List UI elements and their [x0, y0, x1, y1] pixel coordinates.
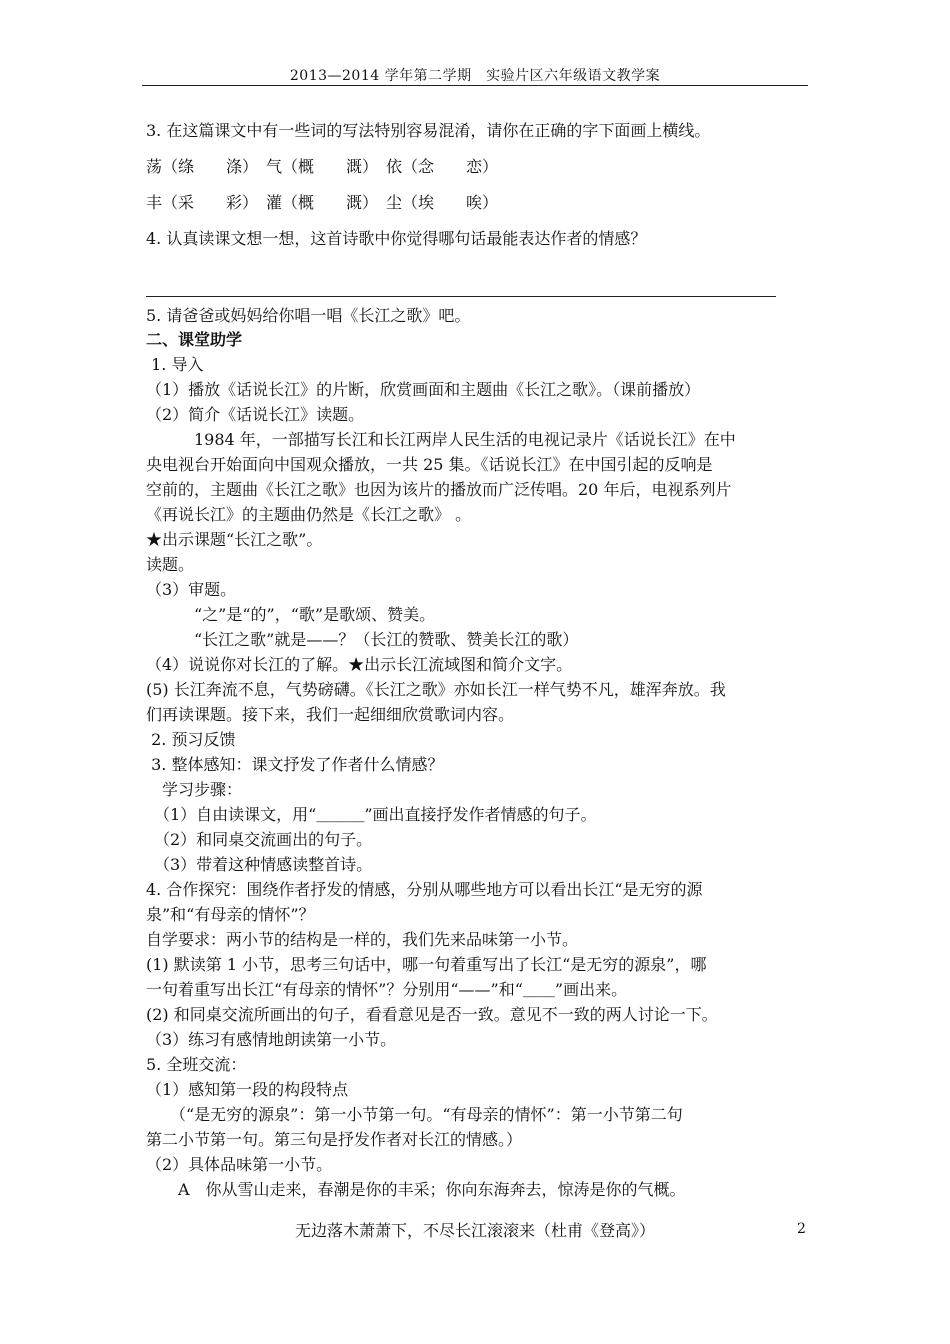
text-line: 泉”和“有母亲的情怀”？: [146, 905, 315, 924]
text-line: 们再读课题。接下来，我们一起细细欣赏歌词内容。: [146, 705, 515, 724]
question-4: 4. 认真读课文想一想，这首诗歌中你觉得哪句话最能表达作者的情感？: [146, 229, 647, 248]
word-row-1: 荡（绦 涤） 气（概 溉） 依（念 恋）: [146, 157, 499, 176]
text-line: （1）自由读课文，用“＿＿＿”画出直接抒发作者情感的句子。: [146, 805, 597, 824]
question-5: 5. 请爸爸或妈妈给你唱一唱《长江之歌》吧。: [146, 306, 471, 325]
section-heading: 二、课堂助学: [146, 330, 243, 349]
text-line: 央电视台开始面向中国观众播放，一共 25 集。《话说长江》在中国引起的反响是: [146, 455, 713, 474]
page-header: 2013—2014 学年第二学期 实验片区六年级语文教学案: [289, 68, 661, 84]
text-line: “长江之歌”就是——？（长江的赞歌、赞美长江的歌）: [146, 630, 579, 649]
text-line: （1）播放《话说长江》的片断，欣赏画面和主题曲《长江之歌》。（课前播放）: [146, 380, 701, 399]
text-line: (1) 默读第 1 小节，思考三句话中，哪一句着重写出了长江“是无穷的源泉”，哪: [146, 955, 707, 974]
text-line: 自学要求：两小节的结构是一样的，我们先来品味第一小节。: [146, 930, 579, 949]
header-rule: [142, 85, 808, 86]
text-line: 3. 整体感知：课文抒发了作者什么情感？: [146, 755, 444, 774]
text-line: 一句着重写出长江“有母亲的情怀”？分别用“——”和“＿＿”画出来。: [146, 980, 628, 999]
text-line: 空前的，主题曲《长江之歌》也因为该片的播放而广泛传唱。20 年后，电视系列片: [146, 480, 732, 499]
text-line: A 你从雪山走来，春潮是你的丰采；你向东海奔去，惊涛是你的气概。: [146, 1180, 686, 1199]
text-line: 4. 合作探究：围绕作者抒发的情感，分别从哪些地方可以看出长江“是无穷的源: [146, 880, 703, 899]
page-number: 2: [797, 1221, 806, 1237]
footer-quote: 无边落木萧萧下，不尽长江滚滚来（杜甫《登高》）: [294, 1221, 655, 1240]
text-line: （3）审题。: [146, 580, 237, 599]
text-line: 学习步骤：: [146, 780, 243, 799]
text-line: （3）带着这种情感读整首诗。: [146, 855, 373, 874]
text-line: (2) 和同桌交流所画出的句子，看看意见是否一致。意见不一致的两人讨论一下。: [146, 1005, 718, 1024]
text-line: （1）感知第一段的构段特点: [146, 1080, 349, 1099]
question-3: 3. 在这篇课文中有一些词的写法特别容易混淆，请你在正确的字下面画上横线。: [146, 121, 711, 140]
text-line: （2）和同桌交流画出的句子。: [146, 830, 373, 849]
text-line: （2）简介《话说长江》读题。: [146, 405, 365, 424]
answer-line: [146, 296, 776, 297]
text-line: （“是无穷的源泉”：第一小节第一句。“有母亲的情怀”：第一小节第二句: [146, 1105, 683, 1124]
text-line: 《再说长江》的主题曲仍然是《长江之歌》 。: [146, 505, 472, 524]
text-line: （2）具体品味第一小节。: [146, 1155, 333, 1174]
text-line: （4）说说你对长江的了解。★出示长江流域图和简介文字。: [146, 655, 573, 674]
text-line: 5. 全班交流：: [146, 1055, 247, 1074]
text-line: “之”是“的”，“歌”是歌颂、赞美。: [146, 605, 436, 624]
text-line: 读题。: [146, 555, 195, 574]
text-line: （3）练习有感情地朗读第一小节。: [146, 1030, 397, 1049]
text-line: 1984 年，一部描写长江和长江两岸人民生活的电视记录片《话说长江》在中: [146, 430, 736, 449]
text-line: 2. 预习反馈: [146, 730, 236, 749]
text-line: 第二小节第一句。第三句是抒发作者对长江的情感。）: [146, 1130, 523, 1149]
text-line: ★出示课题“长江之歌”。: [146, 530, 323, 549]
text-line: (5) 长江奔流不息，气势磅礴。《长江之歌》亦如长江一样气势不凡，雄浑奔放。我: [146, 680, 726, 699]
word-row-2: 丰（采 彩） 灌（概 溉） 尘（埃 唉）: [146, 193, 499, 212]
text-line: 1. 导入: [146, 355, 204, 374]
